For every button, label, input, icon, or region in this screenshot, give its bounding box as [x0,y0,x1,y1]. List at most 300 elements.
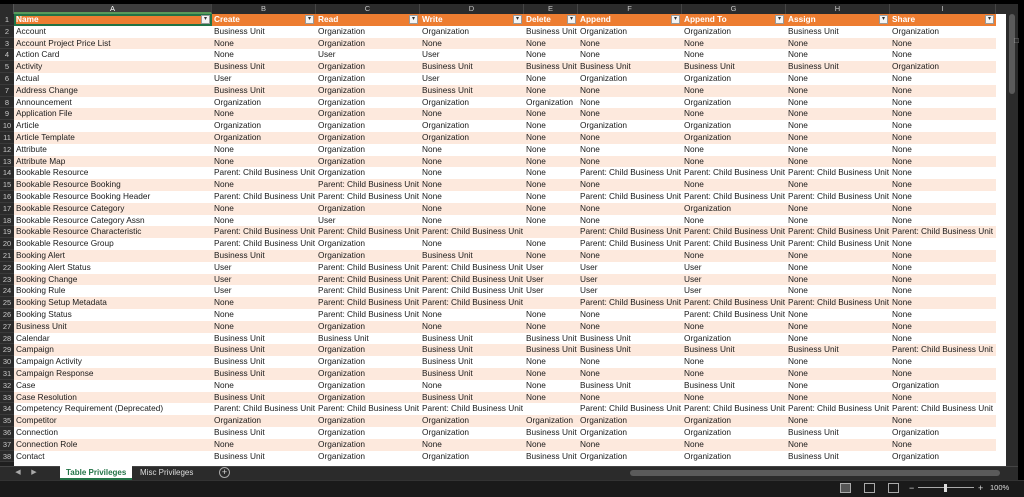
table-cell[interactable]: Parent: Child Business Unit [580,226,681,237]
table-cell[interactable]: None [422,155,442,166]
table-cell[interactable]: None [422,167,442,178]
table-cell[interactable] [524,297,578,309]
table-cell[interactable]: None [526,356,546,367]
table-cell[interactable]: Organization [318,438,366,449]
table-cell[interactable]: None [788,261,808,272]
table-cell[interactable]: None [422,191,442,201]
table-cell[interactable]: Connection [16,427,58,437]
table-cell[interactable]: Business Unit [526,332,577,343]
table-cell[interactable]: Organization [318,415,366,426]
table-cell[interactable]: Organization [892,427,940,437]
table-cell[interactable]: None [526,108,546,119]
table-cell[interactable]: Bookable Resource Booking Header [16,191,151,201]
vertical-scroll-thumb[interactable] [1009,14,1015,94]
table-cell[interactable]: None [788,391,808,402]
table-cell[interactable]: Parent: Child Business Unit [580,238,681,249]
table-cell[interactable]: Organization [892,61,940,72]
table-cell[interactable]: Booking Alert [16,250,65,260]
table-cell[interactable]: Business Unit [422,84,473,95]
table-cell[interactable]: Organization [318,320,366,331]
table-cell[interactable]: Organization [318,202,366,213]
table-cell[interactable]: None [580,250,600,260]
table-cell[interactable]: Organization [684,96,732,107]
table-cell[interactable]: Organization [684,73,732,83]
table-cell[interactable]: User [318,49,336,60]
row-number[interactable]: 20 [0,238,14,250]
table-cell[interactable]: Parent: Child Business Unit [580,297,681,308]
table-cell[interactable]: None [580,108,600,119]
table-cell[interactable]: None [214,49,234,60]
table-cell[interactable]: Organization [214,415,262,426]
table-cell[interactable]: Business Unit [526,427,577,437]
table-cell[interactable]: None [892,214,912,225]
tab-table-privileges[interactable]: Table Privileges [60,466,132,480]
table-cell[interactable]: Parent: Child Business Unit [580,191,681,201]
row-number[interactable]: 12 [0,144,14,156]
table-cell[interactable]: Bookable Resource Category [16,202,125,213]
table-cell[interactable] [524,403,578,415]
table-cell[interactable]: None [422,379,442,390]
header-cell[interactable] [786,14,890,26]
table-cell[interactable]: Parent: Child Business Unit [788,238,889,249]
table-cell[interactable]: Activity [16,61,43,72]
row-number[interactable]: 2 [0,26,14,38]
table-cell[interactable]: None [892,438,912,449]
page-layout-view-icon[interactable] [864,483,875,493]
table-cell[interactable]: None [214,379,234,390]
row-number[interactable]: 23 [0,274,14,286]
table-cell[interactable]: Organization [318,379,366,390]
table-cell[interactable]: None [892,155,912,166]
table-cell[interactable]: Bookable Resource Booking [16,179,121,190]
table-cell[interactable]: None [526,320,546,331]
table-cell[interactable]: Organization [318,108,366,119]
zoom-out-icon[interactable]: − [909,483,915,493]
table-cell[interactable]: Parent: Child Business Unit [318,191,419,201]
table-cell[interactable]: Business Unit [422,368,473,378]
table-cell[interactable]: None [526,73,546,83]
table-cell[interactable]: None [580,49,600,60]
filter-dropdown-icon[interactable]: ▾ [879,15,888,24]
table-cell[interactable]: Business Unit [214,391,265,402]
table-cell[interactable]: Business Unit [214,250,265,260]
table-cell[interactable]: Organization [318,25,366,36]
table-cell[interactable]: Parent: Child Business Unit [788,167,889,178]
table-cell[interactable]: None [214,155,234,166]
table-cell[interactable]: Business Unit [580,379,631,390]
table-cell[interactable]: Business Unit [214,332,265,343]
table-cell[interactable]: Campaign Response [16,368,94,378]
table-cell[interactable]: None [788,332,808,343]
table-cell[interactable]: None [580,391,600,402]
table-cell[interactable]: Organization [684,450,732,461]
table-cell[interactable]: Case [16,379,36,390]
row-number[interactable]: 4 [0,49,14,61]
table-cell[interactable]: Competitor [16,415,57,426]
table-cell[interactable]: Organization [422,450,470,461]
table-cell[interactable]: Competency Requirement (Deprecated) [16,403,164,414]
row-number[interactable]: 13 [0,156,14,168]
table-cell[interactable]: Business Unit [684,379,735,390]
table-cell[interactable]: None [580,84,600,95]
table-cell[interactable]: Parent: Child Business Unit [318,261,419,272]
row-number[interactable]: 19 [0,226,14,238]
table-cell[interactable]: Parent: Child Business Unit [318,297,419,308]
horizontal-scroll-thumb[interactable] [630,470,1000,476]
normal-view-icon[interactable] [840,483,851,493]
filter-dropdown-icon[interactable]: ▾ [775,15,784,24]
table-cell[interactable]: None [526,167,546,178]
table-cell[interactable]: Organization [684,332,732,343]
table-cell[interactable]: Campaign Activity [16,356,82,367]
row-number[interactable]: 28 [0,333,14,345]
table-cell[interactable]: None [892,368,912,378]
table-cell[interactable]: Business Unit [318,332,369,343]
table-cell[interactable]: None [526,143,546,154]
table-cell[interactable]: Article Template [16,132,75,142]
table-cell[interactable]: Parent: Child Business Unit [318,309,419,319]
table-cell[interactable]: Parent: Child Business Unit [318,403,419,414]
zoom-slider-knob[interactable] [944,484,947,492]
row-number[interactable]: 30 [0,356,14,368]
table-cell[interactable]: Business Unit [214,61,265,72]
filter-dropdown-icon[interactable]: ▾ [985,15,994,24]
table-cell[interactable]: None [892,285,912,296]
filter-dropdown-icon[interactable]: ▾ [513,15,522,24]
table-cell[interactable]: None [526,179,546,190]
table-cell[interactable]: User [526,285,544,296]
table-cell[interactable]: None [892,132,912,142]
column-letter-c[interactable]: C [316,4,420,14]
table-cell[interactable]: Organization [892,379,940,390]
table-cell[interactable]: Organization [422,415,470,426]
table-cell[interactable]: Business Unit [422,344,473,355]
table-cell[interactable]: Organization [684,202,732,213]
table-cell[interactable]: None [892,96,912,107]
table-cell[interactable]: Organization [318,37,366,48]
table-cell[interactable]: Organization [318,61,366,72]
row-number[interactable]: 3 [0,38,14,50]
table-cell[interactable]: Organization [318,155,366,166]
column-letter-a[interactable]: A [14,4,212,14]
table-cell[interactable]: Bookable Resource Category Assn [16,214,145,225]
table-cell[interactable]: Parent: Child Business Unit [318,285,419,296]
table-cell[interactable]: Business Unit [580,344,631,355]
table-cell[interactable]: None [892,120,912,131]
table-cell[interactable]: Parent: Child Business Unit [422,403,523,414]
table-cell[interactable]: Organization [580,415,628,426]
table-cell[interactable]: Parent: Child Business Unit [684,309,785,319]
table-cell[interactable]: Parent: Child Business Unit [318,226,419,237]
table-cell[interactable]: None [788,368,808,378]
header-cell[interactable] [14,14,212,26]
table-cell[interactable]: Parent: Child Business Unit [214,238,315,249]
table-cell[interactable]: None [684,84,704,95]
table-cell[interactable]: None [892,191,912,201]
table-cell[interactable]: None [788,214,808,225]
table-cell[interactable]: None [580,132,600,142]
header-cell[interactable] [420,14,524,26]
table-cell[interactable]: Organization [580,25,628,36]
table-cell[interactable]: Organization [318,143,366,154]
table-cell[interactable]: None [422,179,442,190]
table-cell[interactable]: Booking Alert Status [16,261,91,272]
table-cell[interactable] [524,226,578,238]
table-cell[interactable]: None [788,49,808,60]
table-cell[interactable]: User [526,273,544,284]
table-cell[interactable]: None [892,202,912,213]
table-cell[interactable]: User [422,73,440,83]
table-cell[interactable]: None [788,202,808,213]
row-number[interactable]: 38 [0,451,14,463]
table-cell[interactable]: Organization [318,132,366,142]
table-cell[interactable]: Parent: Child Business Unit [214,167,315,178]
table-cell[interactable]: Organization [684,427,732,437]
table-cell[interactable]: None [526,132,546,142]
table-cell[interactable]: Business Unit [580,61,631,72]
filter-dropdown-icon[interactable]: ▾ [409,15,418,24]
table-cell[interactable]: Parent: Child Business Unit [892,403,993,414]
table-cell[interactable]: Organization [422,427,470,437]
table-cell[interactable]: Business Unit [788,450,839,461]
row-number[interactable]: 18 [0,215,14,227]
table-cell[interactable]: None [422,202,442,213]
table-cell[interactable]: Booking Change [16,273,78,284]
table-cell[interactable]: Business Unit [422,250,473,260]
row-number[interactable]: 16 [0,191,14,203]
table-cell[interactable]: None [788,438,808,449]
table-cell[interactable]: Business Unit [214,368,265,378]
table-cell[interactable]: None [684,250,704,260]
table-cell[interactable]: None [684,391,704,402]
table-cell[interactable]: Organization [318,450,366,461]
table-cell[interactable]: None [422,108,442,119]
table-cell[interactable]: None [214,214,234,225]
table-cell[interactable]: None [684,320,704,331]
table-cell[interactable]: None [580,214,600,225]
row-number[interactable]: 37 [0,439,14,451]
header-cell[interactable] [212,14,316,26]
table-cell[interactable]: Organization [684,415,732,426]
table-cell[interactable]: Business Unit [16,320,67,331]
table-cell[interactable]: Parent: Child Business Unit [580,167,681,178]
table-cell[interactable]: Campaign [16,344,54,355]
table-cell[interactable]: None [526,49,546,60]
table-cell[interactable]: Organization [318,96,366,107]
table-cell[interactable]: Calendar [16,332,50,343]
table-cell[interactable]: None [684,108,704,119]
table-cell[interactable]: None [788,84,808,95]
table-cell[interactable]: Booking Status [16,309,72,319]
table-cell[interactable]: None [580,155,600,166]
table-cell[interactable]: User [684,273,702,284]
table-cell[interactable]: Business Unit [214,25,265,36]
table-cell[interactable]: Organization [214,132,262,142]
table-cell[interactable]: Attribute Map [16,155,66,166]
table-cell[interactable]: None [214,202,234,213]
table-cell[interactable]: None [684,214,704,225]
table-cell[interactable]: Parent: Child Business Unit [892,226,993,237]
table-cell[interactable]: User [318,214,336,225]
table-cell[interactable]: None [580,202,600,213]
prev-sheet-arrow-icon[interactable]: ◀ [15,469,21,476]
row-number[interactable]: 24 [0,285,14,297]
table-cell[interactable]: User [684,285,702,296]
header-cell[interactable] [682,14,786,26]
header-cell[interactable] [890,14,996,26]
tab-misc-privileges[interactable]: Misc Privileges [140,468,194,477]
table-cell[interactable]: Organization [318,368,366,378]
table-cell[interactable]: Organization [526,415,574,426]
zoom-in-icon[interactable]: + [978,483,984,493]
table-cell[interactable]: None [214,320,234,331]
table-cell[interactable]: Parent: Child Business Unit [684,297,785,308]
table-cell[interactable]: None [422,309,442,319]
table-cell[interactable]: Organization [318,356,366,367]
table-cell[interactable]: Business Unit [684,61,735,72]
table-cell[interactable]: Business Unit [580,332,631,343]
table-cell[interactable]: Organization [422,120,470,131]
table-cell[interactable]: None [684,356,704,367]
table-cell[interactable]: Booking Rule [16,285,66,296]
table-cell[interactable]: Organization [214,120,262,131]
table-cell[interactable]: Bookable Resource Group [16,238,114,249]
row-number[interactable]: 33 [0,392,14,404]
table-cell[interactable]: Application File [16,108,73,119]
row-number[interactable]: 9 [0,108,14,120]
table-cell[interactable]: None [892,356,912,367]
table-cell[interactable]: Parent: Child Business Unit [684,191,785,201]
table-cell[interactable]: None [788,155,808,166]
table-cell[interactable]: Business Unit [788,427,839,437]
table-cell[interactable]: Announcement [16,96,72,107]
table-cell[interactable]: None [788,356,808,367]
table-cell[interactable]: Business Unit [214,427,265,437]
table-cell[interactable]: None [580,309,600,319]
table-cell[interactable]: None [526,214,546,225]
page-break-view-icon[interactable] [888,483,899,493]
table-cell[interactable]: None [684,37,704,48]
table-cell[interactable]: Organization [318,84,366,95]
table-cell[interactable]: Business Unit [422,332,473,343]
table-cell[interactable]: Organization [318,120,366,131]
table-cell[interactable]: Organization [892,450,940,461]
table-cell[interactable]: Business Unit [214,84,265,95]
table-cell[interactable]: Parent: Child Business Unit [422,297,523,308]
table-cell[interactable]: None [526,155,546,166]
table-cell[interactable]: User [214,285,232,296]
table-cell[interactable]: None [892,415,912,426]
table-cell[interactable]: None [526,379,546,390]
table-cell[interactable]: User [214,73,232,83]
table-cell[interactable]: None [526,37,546,48]
filter-dropdown-icon[interactable]: ▾ [305,15,314,24]
table-cell[interactable]: Attribute [16,143,47,154]
table-cell[interactable]: None [788,415,808,426]
row-number[interactable]: 21 [0,250,14,262]
table-cell[interactable]: None [214,309,234,319]
table-cell[interactable]: None [788,273,808,284]
table-cell[interactable]: None [788,132,808,142]
row-number[interactable]: 5 [0,61,14,73]
table-cell[interactable]: Actual [16,73,40,83]
table-cell[interactable]: Bookable Resource [16,167,89,178]
row-number[interactable]: 31 [0,368,14,380]
table-cell[interactable]: Business Unit [214,344,265,355]
table-cell[interactable]: Organization [684,120,732,131]
table-cell[interactable]: None [892,179,912,190]
row-number[interactable]: 10 [0,120,14,132]
table-cell[interactable]: None [892,108,912,119]
table-cell[interactable]: Organization [892,25,940,36]
table-cell[interactable]: Parent: Child Business Unit [214,191,315,201]
select-all-corner[interactable] [0,4,14,14]
table-cell[interactable]: None [580,143,600,154]
table-cell[interactable]: Parent: Child Business Unit [422,261,523,272]
table-cell[interactable]: Organization [318,167,366,178]
table-cell[interactable]: None [580,96,600,107]
cell-grid[interactable] [14,14,1006,466]
column-letter-i[interactable]: I [890,4,996,14]
table-cell[interactable]: Organization [422,25,470,36]
table-cell[interactable]: None [892,73,912,83]
table-cell[interactable]: None [526,120,546,131]
table-cell[interactable]: User [422,49,440,60]
table-cell[interactable]: Organization [318,427,366,437]
table-cell[interactable]: None [892,238,912,249]
table-cell[interactable]: Parent: Child Business Unit [788,191,889,201]
table-cell[interactable]: None [214,108,234,119]
table-cell[interactable]: Organization [684,25,732,36]
row-number[interactable]: 25 [0,297,14,309]
table-cell[interactable]: Parent: Child Business Unit [684,238,785,249]
column-letter-b[interactable]: B [212,4,316,14]
table-cell[interactable]: None [892,391,912,402]
table-cell[interactable]: Account [16,25,46,36]
horizontal-scrollbar[interactable] [628,470,1008,476]
table-cell[interactable]: Organization [318,250,366,260]
table-cell[interactable]: None [684,49,704,60]
header-cell[interactable] [524,14,578,26]
table-cell[interactable]: User [580,273,598,284]
table-cell[interactable]: User [580,285,598,296]
table-cell[interactable]: Parent: Child Business Unit [318,273,419,284]
table-cell[interactable]: None [422,37,442,48]
table-cell[interactable]: Address Change [16,84,78,95]
row-number[interactable]: 29 [0,344,14,356]
table-cell[interactable]: None [526,84,546,95]
table-cell[interactable]: None [788,96,808,107]
table-cell[interactable]: Organization [318,391,366,402]
row-number[interactable]: 6 [0,73,14,85]
table-cell[interactable]: Business Unit [526,344,577,355]
table-cell[interactable]: Contact [16,450,45,461]
table-cell[interactable]: Article [16,120,40,131]
table-cell[interactable]: Organization [580,120,628,131]
table-cell[interactable]: None [526,368,546,378]
table-cell[interactable]: User [580,261,598,272]
table-cell[interactable]: None [214,438,234,449]
table-cell[interactable]: Business Unit [526,61,577,72]
table-cell[interactable]: None [684,179,704,190]
table-cell[interactable]: None [580,438,600,449]
table-cell[interactable]: Business Unit [526,25,577,36]
table-cell[interactable]: User [526,261,544,272]
table-cell[interactable]: Organization [580,450,628,461]
filter-dropdown-icon[interactable]: ▾ [201,15,210,24]
row-number[interactable]: 35 [0,415,14,427]
table-cell[interactable]: Business Unit [788,344,839,355]
